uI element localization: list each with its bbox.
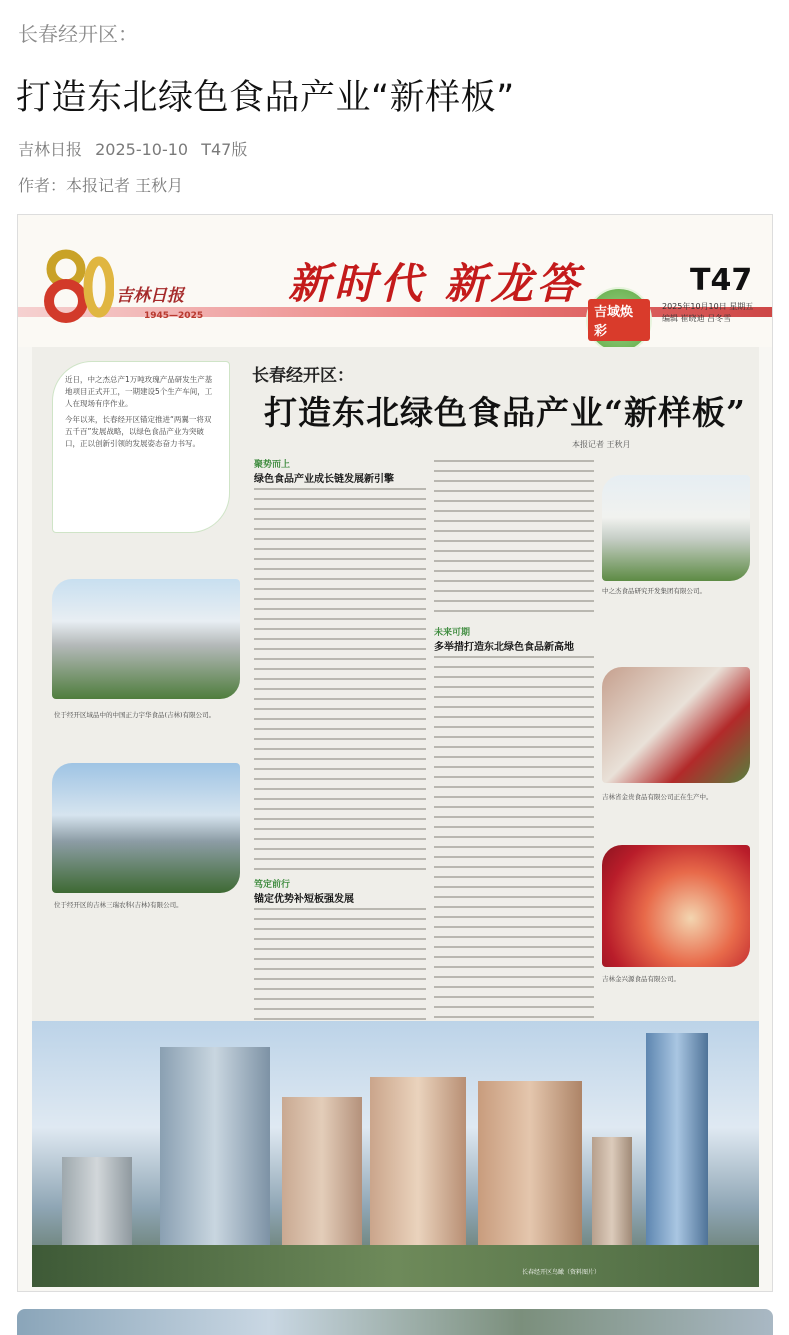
section-tag: 笃定前行 bbox=[254, 880, 291, 890]
city-skyline-photo bbox=[32, 1021, 759, 1287]
lede-paragraph: 今年以来，长春经开区锚定推进“两翼一将双五千百”发展战略，以绿色食品产业为突破口，正以创新引领的发展姿态奋力书写。 bbox=[65, 415, 212, 448]
newspaper-title: 打造东北绿色食品产业“新样板” bbox=[264, 393, 746, 432]
food-products-photo bbox=[602, 845, 750, 967]
anniversary-80-logo bbox=[44, 245, 114, 325]
building bbox=[370, 1077, 466, 1247]
photo-caption: 长春经开区鸟瞰（资料图片） bbox=[522, 1269, 601, 1276]
article-source[interactable]: 吉林日报 bbox=[18, 140, 83, 159]
page-number: T47 bbox=[690, 263, 753, 298]
article-meta bbox=[18, 137, 255, 160]
paper-name-logo: 吉林日报 bbox=[116, 286, 184, 306]
photo-caption: 吉林省金贵食品有限公司正在生产中。 bbox=[602, 793, 713, 801]
building bbox=[646, 1033, 708, 1247]
building bbox=[478, 1081, 582, 1247]
article-column-text bbox=[254, 485, 426, 871]
factory-photo bbox=[52, 579, 240, 699]
section-heading bbox=[254, 457, 394, 485]
section-title: 锚定优势补短板强发展 bbox=[254, 894, 354, 905]
article-title: 打造东北绿色食品产业“新样板” bbox=[16, 78, 515, 118]
photo-caption: 位于经开区域品中的中国正力宇华食品(吉林)有限公司。 bbox=[54, 711, 216, 719]
anniversary-years: 1945—2025 bbox=[144, 311, 204, 321]
editors: 编辑 崔晓迪 吕冬雪 bbox=[662, 314, 732, 323]
section-heading bbox=[254, 877, 354, 905]
article-author: 作者：本报记者 王秋月 bbox=[18, 176, 184, 195]
photo-caption: 中之杰食品研究开发集团有限公司。 bbox=[602, 587, 706, 595]
building bbox=[160, 1047, 270, 1247]
newspaper-page-image[interactable] bbox=[17, 214, 773, 1292]
section-tag: 聚势而上 bbox=[254, 460, 291, 470]
section-tag: 未来可期 bbox=[434, 628, 471, 638]
lede-box bbox=[52, 361, 230, 533]
newspaper-body bbox=[32, 347, 759, 1287]
section-title: 多举措打造东北绿色食品新高地 bbox=[434, 642, 574, 653]
article-edition: T47版 bbox=[201, 140, 248, 159]
section-badge-label: 吉域焕彩 bbox=[588, 299, 650, 341]
masthead bbox=[18, 215, 772, 347]
photo-caption: 位于经开区的吉林三瑞农科(吉林)有限公司。 bbox=[54, 901, 183, 909]
building bbox=[282, 1097, 362, 1247]
industrial-park-photo bbox=[602, 475, 750, 581]
road bbox=[32, 1245, 759, 1287]
building-photo bbox=[602, 667, 750, 783]
newspaper-byline: 本报记者 王秋月 bbox=[572, 440, 631, 449]
building bbox=[62, 1157, 132, 1247]
next-image-preview[interactable] bbox=[17, 1309, 773, 1335]
article-column-text bbox=[434, 653, 594, 1035]
section-badge bbox=[586, 287, 652, 353]
newspaper-kicker: 长春经开区： bbox=[252, 366, 354, 386]
lede-paragraph: 近日，中之杰总产1万吨玫瑰产品研发生产基地项目正式开工，一期建设5个生产车间，工人在现场有序作业。 bbox=[65, 375, 213, 408]
masthead-slogan: 新时代 新龙答 bbox=[288, 259, 583, 308]
article-column-text bbox=[434, 457, 594, 617]
building bbox=[592, 1137, 632, 1247]
article-kicker: 长春经开区： bbox=[18, 22, 138, 46]
article-date: 2025-10-10 bbox=[95, 140, 189, 159]
photo-caption: 吉林金兴源食品有限公司。 bbox=[602, 975, 680, 983]
plant-photo bbox=[52, 763, 240, 893]
section-title: 绿色食品产业成长链发展新引擎 bbox=[254, 474, 394, 485]
issue-date: 2025年10月10日 星期五 bbox=[662, 302, 754, 311]
section-heading bbox=[434, 625, 574, 653]
article-column-text bbox=[254, 905, 426, 1035]
